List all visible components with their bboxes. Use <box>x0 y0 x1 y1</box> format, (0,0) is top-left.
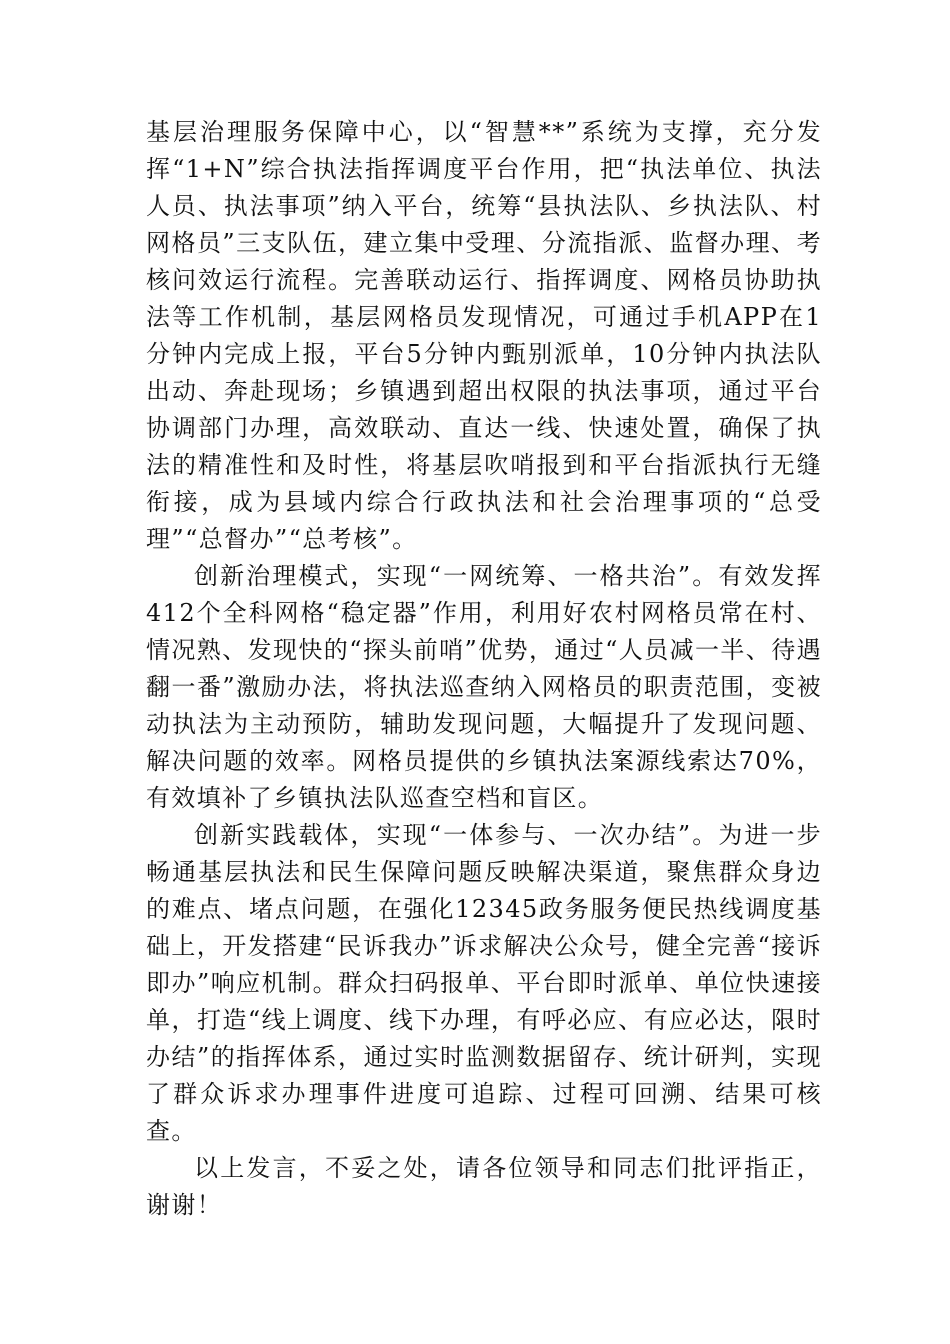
document-body <box>146 114 822 1224</box>
paragraph-innovation-practice-carrier: 创新实践载体，实现“一体参与、一次办结”。为进一步畅通基层执法和民生保障问题反映解决渠道，聚焦群众身边的难点、堵点问题，在强化12345政务服务便民热线调度基础上，开发搭建“民诉我办”诉求解决公众号，健全完善“接诉即办”响应机制。群众扫码报单、平台即时派单、单位快速接单，打造“线上调度、线下办理，有呼必应、有应必达，限时办结”的指挥体系，通过实时监测数据留存、统计研判，实现了群众诉求办理事件进度可追踪、过程可回溯、结果可核查。 <box>146 821 823 1145</box>
paragraph-continued: 基层治理服务保障中心，以“智慧**”系统为支撑，充分发挥“1+N”综合执法指挥调度平台作用，把“执法单位、执法人员、执法事项”纳入平台，统筹“县执法队、乡执法队、村网格员”三支队伍，建立集中受理、分流指派、监督办理、考核问效运行流程。完善联动运行、指挥调度、网格员协助执法等工作机制，基层网格员发现情况，可通过手机APP在1分钟内完成上报，平台5分钟内甄别派单，10分钟内执法队出动、奔赴现场；乡镇遇到超出权限的执法事项，通过平台协调部门办理，高效联动、直达一线、快速处置，确保了执法的精准性和及时性，将基层吹哨报到和平台指派执行无缝衔接，成为县域内综合行政执法和社会治理事项的“总受理”“总督办”“总考核”。 <box>146 118 822 553</box>
paragraph-innovation-governance-model: 创新治理模式，实现“一网统筹、一格共治”。有效发挥412个全科网格“稳定器”作用，利用好农村网格员常在村、情况熟、发现快的“探头前哨”优势，通过“人员减一半、待遇翻一番”激励办法，将执法巡查纳入网格员的职责范围，变被动执法为主动预防，辅助发现问题，大幅提升了发现问题、解决问题的效率。网格员提供的乡镇执法案源线索达70%，有效填补了乡镇执法队巡查空档和盲区。 <box>146 562 823 812</box>
paragraph-closing-remarks: 以上发言，不妥之处，请各位领导和同志们批评指正，谢谢！ <box>146 1154 822 1219</box>
